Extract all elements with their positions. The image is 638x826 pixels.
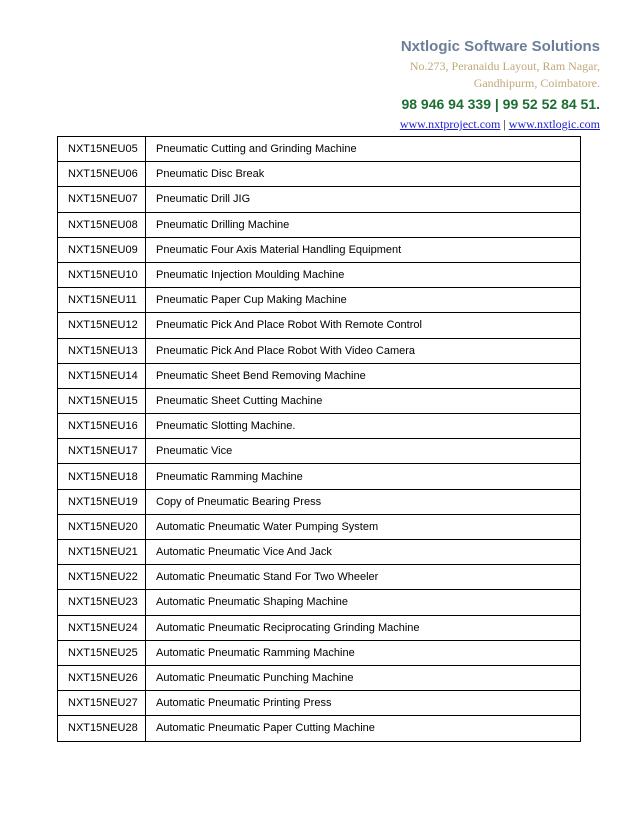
project-code: NXT15NEU24: [58, 615, 146, 640]
project-title: Pneumatic Disc Break: [146, 162, 581, 187]
project-code: NXT15NEU25: [58, 640, 146, 665]
table-row: [58, 565, 581, 590]
project-title: Pneumatic Sheet Cutting Machine: [146, 388, 581, 413]
table-row: [58, 640, 581, 665]
letterhead: [400, 36, 600, 134]
table-row: [58, 237, 581, 262]
project-code: NXT15NEU17: [58, 439, 146, 464]
websites: [400, 114, 600, 134]
project-title: Pneumatic Cutting and Grinding Machine: [146, 137, 581, 162]
website-link-nxtproject[interactable]: www.nxtproject.com: [399, 117, 501, 131]
table-row: [58, 162, 581, 187]
website-link-nxtlogic[interactable]: www.nxtlogic.com: [508, 117, 600, 131]
project-code: NXT15NEU21: [58, 540, 146, 565]
table-row: [58, 338, 581, 363]
table-row: [58, 288, 581, 313]
project-code: NXT15NEU28: [58, 716, 146, 741]
phone-numbers: 98 946 94 339 | 99 52 52 84 51.: [401, 96, 600, 112]
project-code: NXT15NEU10: [58, 262, 146, 287]
table-row: [58, 716, 581, 741]
project-code: NXT15NEU07: [58, 187, 146, 212]
project-code: NXT15NEU14: [58, 363, 146, 388]
project-title: Automatic Pneumatic Paper Cutting Machine: [146, 716, 581, 741]
project-code: NXT15NEU20: [58, 514, 146, 539]
project-code: NXT15NEU11: [58, 288, 146, 313]
project-code: NXT15NEU13: [58, 338, 146, 363]
table-row: [58, 212, 581, 237]
project-code: NXT15NEU08: [58, 212, 146, 237]
project-code: NXT15NEU12: [58, 313, 146, 338]
project-title: Automatic Pneumatic Vice And Jack: [146, 540, 581, 565]
project-title: Automatic Pneumatic Water Pumping System: [146, 514, 581, 539]
table-row: [58, 439, 581, 464]
project-code: NXT15NEU16: [58, 414, 146, 439]
website-separator: |: [500, 117, 509, 131]
table-row: [58, 489, 581, 514]
project-code: NXT15NEU09: [58, 237, 146, 262]
project-title: Copy of Pneumatic Bearing Press: [146, 489, 581, 514]
project-code: NXT15NEU26: [58, 665, 146, 690]
project-code: NXT15NEU19: [58, 489, 146, 514]
project-title: Pneumatic Vice: [146, 439, 581, 464]
table-row: [58, 540, 581, 565]
project-list-table: [57, 136, 581, 742]
table-row: [58, 514, 581, 539]
project-title: Pneumatic Drilling Machine: [146, 212, 581, 237]
project-code: NXT15NEU06: [58, 162, 146, 187]
table-row: [58, 414, 581, 439]
project-title: Pneumatic Pick And Place Robot With Video Camera: [146, 338, 581, 363]
project-title: Pneumatic Drill JIG: [146, 187, 581, 212]
project-code: NXT15NEU27: [58, 691, 146, 716]
project-title: Pneumatic Pick And Place Robot With Remote Control: [146, 313, 581, 338]
project-title: Pneumatic Paper Cup Making Machine: [146, 288, 581, 313]
project-title: Automatic Pneumatic Ramming Machine: [146, 640, 581, 665]
project-title: Pneumatic Injection Moulding Machine: [146, 262, 581, 287]
table-row: [58, 262, 581, 287]
table-row: [58, 388, 581, 413]
project-title: Automatic Pneumatic Punching Machine: [146, 665, 581, 690]
project-code: NXT15NEU22: [58, 565, 146, 590]
table-row: [58, 615, 581, 640]
table-row: [58, 187, 581, 212]
table-row: [58, 665, 581, 690]
project-title: Automatic Pneumatic Printing Press: [146, 691, 581, 716]
project-code: NXT15NEU23: [58, 590, 146, 615]
table-row: [58, 691, 581, 716]
table-row: [58, 313, 581, 338]
project-code: NXT15NEU18: [58, 464, 146, 489]
project-title: Automatic Pneumatic Reciprocating Grinding Machine: [146, 615, 581, 640]
project-title: Automatic Pneumatic Stand For Two Wheeler: [146, 565, 581, 590]
project-title: Automatic Pneumatic Shaping Machine: [146, 590, 581, 615]
table-row: [58, 363, 581, 388]
address-line-2: Gandhipurm, Coimbatore.: [473, 76, 600, 90]
address-line-1: No.273, Peranaidu Layout, Ram Nagar,: [409, 59, 600, 73]
project-code: NXT15NEU05: [58, 137, 146, 162]
project-title: Pneumatic Sheet Bend Removing Machine: [146, 363, 581, 388]
project-title: Pneumatic Slotting Machine.: [146, 414, 581, 439]
project-title: Pneumatic Four Axis Material Handling Equipment: [146, 237, 581, 262]
table-row: [58, 464, 581, 489]
company-name: Nxtlogic Software Solutions: [400, 38, 600, 55]
table-row: [58, 137, 581, 162]
project-title: Pneumatic Ramming Machine: [146, 464, 581, 489]
table-row: [58, 590, 581, 615]
project-code: NXT15NEU15: [58, 388, 146, 413]
